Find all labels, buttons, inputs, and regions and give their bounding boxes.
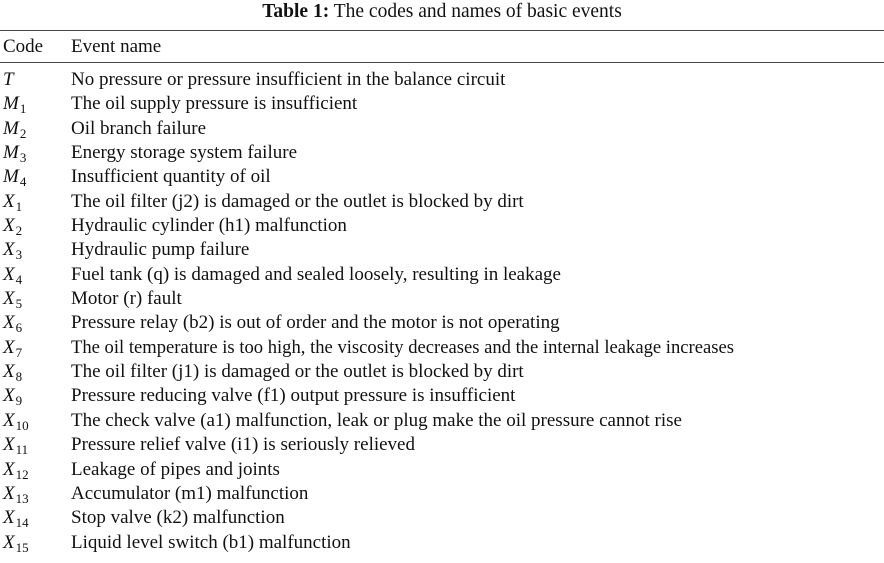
event-code bbox=[3, 360, 67, 385]
table-header-row bbox=[0, 35, 884, 59]
table-row bbox=[0, 360, 884, 384]
event-name: Accumulator (m1) malfunction bbox=[71, 482, 309, 504]
event-name: Stop valve (k2) malfunction bbox=[71, 507, 285, 529]
header-event-name: Event name bbox=[71, 36, 162, 57]
code-symbol: X bbox=[3, 507, 15, 529]
code-symbol: X bbox=[3, 458, 15, 480]
table-top-rule bbox=[0, 30, 884, 31]
table-row bbox=[0, 190, 884, 214]
event-name: Pressure relief valve (i1) is seriously relieved bbox=[71, 434, 415, 456]
event-code bbox=[3, 165, 67, 190]
table-row bbox=[0, 287, 884, 311]
event-name: The check valve (a1) malfunction, leak or plug make the oil pressure cannot rise bbox=[71, 409, 682, 431]
event-name: The oil filter (j1) is damaged or the outlet is blocked by dirt bbox=[71, 361, 524, 383]
code-subscript: 2 bbox=[19, 125, 27, 141]
code-symbol: T bbox=[3, 69, 14, 90]
event-name: The oil filter (j2) is damaged or the outlet is blocked by dirt bbox=[71, 190, 524, 212]
event-code bbox=[3, 190, 67, 215]
event-code bbox=[3, 336, 67, 361]
table-row bbox=[0, 336, 884, 360]
code-symbol: X bbox=[3, 385, 15, 407]
code-subscript: 12 bbox=[15, 466, 29, 482]
table-row bbox=[0, 531, 884, 555]
table-caption-label: Table 1: bbox=[262, 1, 330, 22]
code-subscript: 7 bbox=[15, 344, 23, 360]
code-symbol: M bbox=[3, 166, 19, 188]
code-symbol: X bbox=[3, 190, 15, 212]
event-code bbox=[3, 287, 67, 312]
code-subscript: 1 bbox=[15, 198, 23, 214]
event-name: Leakage of pipes and joints bbox=[71, 458, 280, 480]
event-name: Liquid level switch (b1) malfunction bbox=[71, 531, 351, 553]
code-subscript: 13 bbox=[15, 490, 29, 506]
event-name: Insufficient quantity of oil bbox=[71, 166, 271, 188]
table-row bbox=[0, 482, 884, 506]
event-code bbox=[3, 311, 67, 336]
code-symbol: X bbox=[3, 288, 15, 310]
code-symbol: M bbox=[3, 93, 19, 115]
event-name: Oil branch failure bbox=[71, 117, 207, 139]
code-subscript: 5 bbox=[15, 296, 23, 312]
table-row bbox=[0, 68, 884, 92]
table-row bbox=[0, 165, 884, 189]
event-code bbox=[3, 263, 67, 288]
table-row bbox=[0, 117, 884, 141]
code-symbol: X bbox=[3, 215, 15, 237]
code-subscript: 6 bbox=[15, 320, 23, 336]
code-symbol: M bbox=[3, 142, 19, 164]
event-code bbox=[3, 68, 67, 93]
code-subscript: 4 bbox=[19, 174, 27, 190]
code-symbol: X bbox=[3, 434, 15, 456]
event-name: Hydraulic pump failure bbox=[71, 239, 250, 261]
event-name: Motor (r) fault bbox=[71, 288, 182, 310]
code-symbol: X bbox=[3, 482, 15, 504]
event-code bbox=[3, 92, 67, 117]
table-row bbox=[0, 409, 884, 433]
event-code bbox=[3, 117, 67, 142]
event-name: No pressure or pressure insufficient in the balance circuit bbox=[71, 69, 506, 90]
code-subscript: 14 bbox=[15, 515, 29, 531]
table-row bbox=[0, 141, 884, 165]
code-symbol: X bbox=[3, 239, 15, 261]
table-row bbox=[0, 263, 884, 287]
code-subscript: 3 bbox=[19, 150, 27, 166]
table-row bbox=[0, 506, 884, 530]
event-code bbox=[3, 531, 67, 556]
event-code bbox=[3, 214, 67, 239]
table-caption-text: The codes and names of basic events bbox=[333, 1, 622, 22]
table-row bbox=[0, 238, 884, 262]
code-subscript: 15 bbox=[15, 539, 29, 555]
code-symbol: X bbox=[3, 409, 15, 431]
event-name: Hydraulic cylinder (h1) malfunction bbox=[71, 215, 347, 237]
table-row bbox=[0, 214, 884, 238]
code-subscript: 10 bbox=[15, 417, 29, 433]
event-code bbox=[3, 141, 67, 166]
event-name: The oil supply pressure is insufficient bbox=[71, 93, 358, 115]
code-subscript: 2 bbox=[15, 223, 23, 239]
event-code bbox=[3, 506, 67, 531]
event-code bbox=[3, 458, 67, 483]
table-caption bbox=[0, 1, 884, 23]
code-subscript: 9 bbox=[15, 393, 23, 409]
event-code bbox=[3, 433, 67, 458]
event-name: Pressure relay (b2) is out of order and the motor is not operating bbox=[71, 312, 560, 334]
code-symbol: X bbox=[3, 531, 15, 553]
table-row bbox=[0, 458, 884, 482]
code-subscript: 1 bbox=[19, 101, 27, 117]
table-row bbox=[0, 92, 884, 116]
event-name: Pressure reducing valve (f1) output pressure is insufficient bbox=[71, 385, 516, 407]
table-row bbox=[0, 433, 884, 457]
code-symbol: X bbox=[3, 263, 15, 285]
code-symbol: X bbox=[3, 312, 15, 334]
header-code: Code bbox=[3, 36, 44, 57]
code-subscript: 4 bbox=[15, 271, 23, 287]
table-header-rule bbox=[0, 62, 884, 63]
code-subscript: 8 bbox=[15, 369, 23, 385]
event-name: The oil temperature is too high, the viscosity decreases and the internal leakage increases bbox=[71, 336, 734, 358]
code-symbol: X bbox=[3, 361, 15, 383]
code-symbol: M bbox=[3, 117, 19, 139]
event-code bbox=[3, 482, 67, 507]
event-name: Energy storage system failure bbox=[71, 142, 297, 164]
table-body bbox=[0, 68, 884, 555]
table-row bbox=[0, 311, 884, 335]
event-name: Fuel tank (q) is damaged and sealed loosely, resulting in leakage bbox=[71, 263, 561, 285]
code-subscript: 3 bbox=[15, 247, 23, 263]
code-subscript: 11 bbox=[15, 442, 29, 458]
code-symbol: X bbox=[3, 336, 15, 358]
event-code bbox=[3, 238, 67, 263]
event-code bbox=[3, 409, 67, 434]
table-row bbox=[0, 384, 884, 408]
event-code bbox=[3, 384, 67, 409]
